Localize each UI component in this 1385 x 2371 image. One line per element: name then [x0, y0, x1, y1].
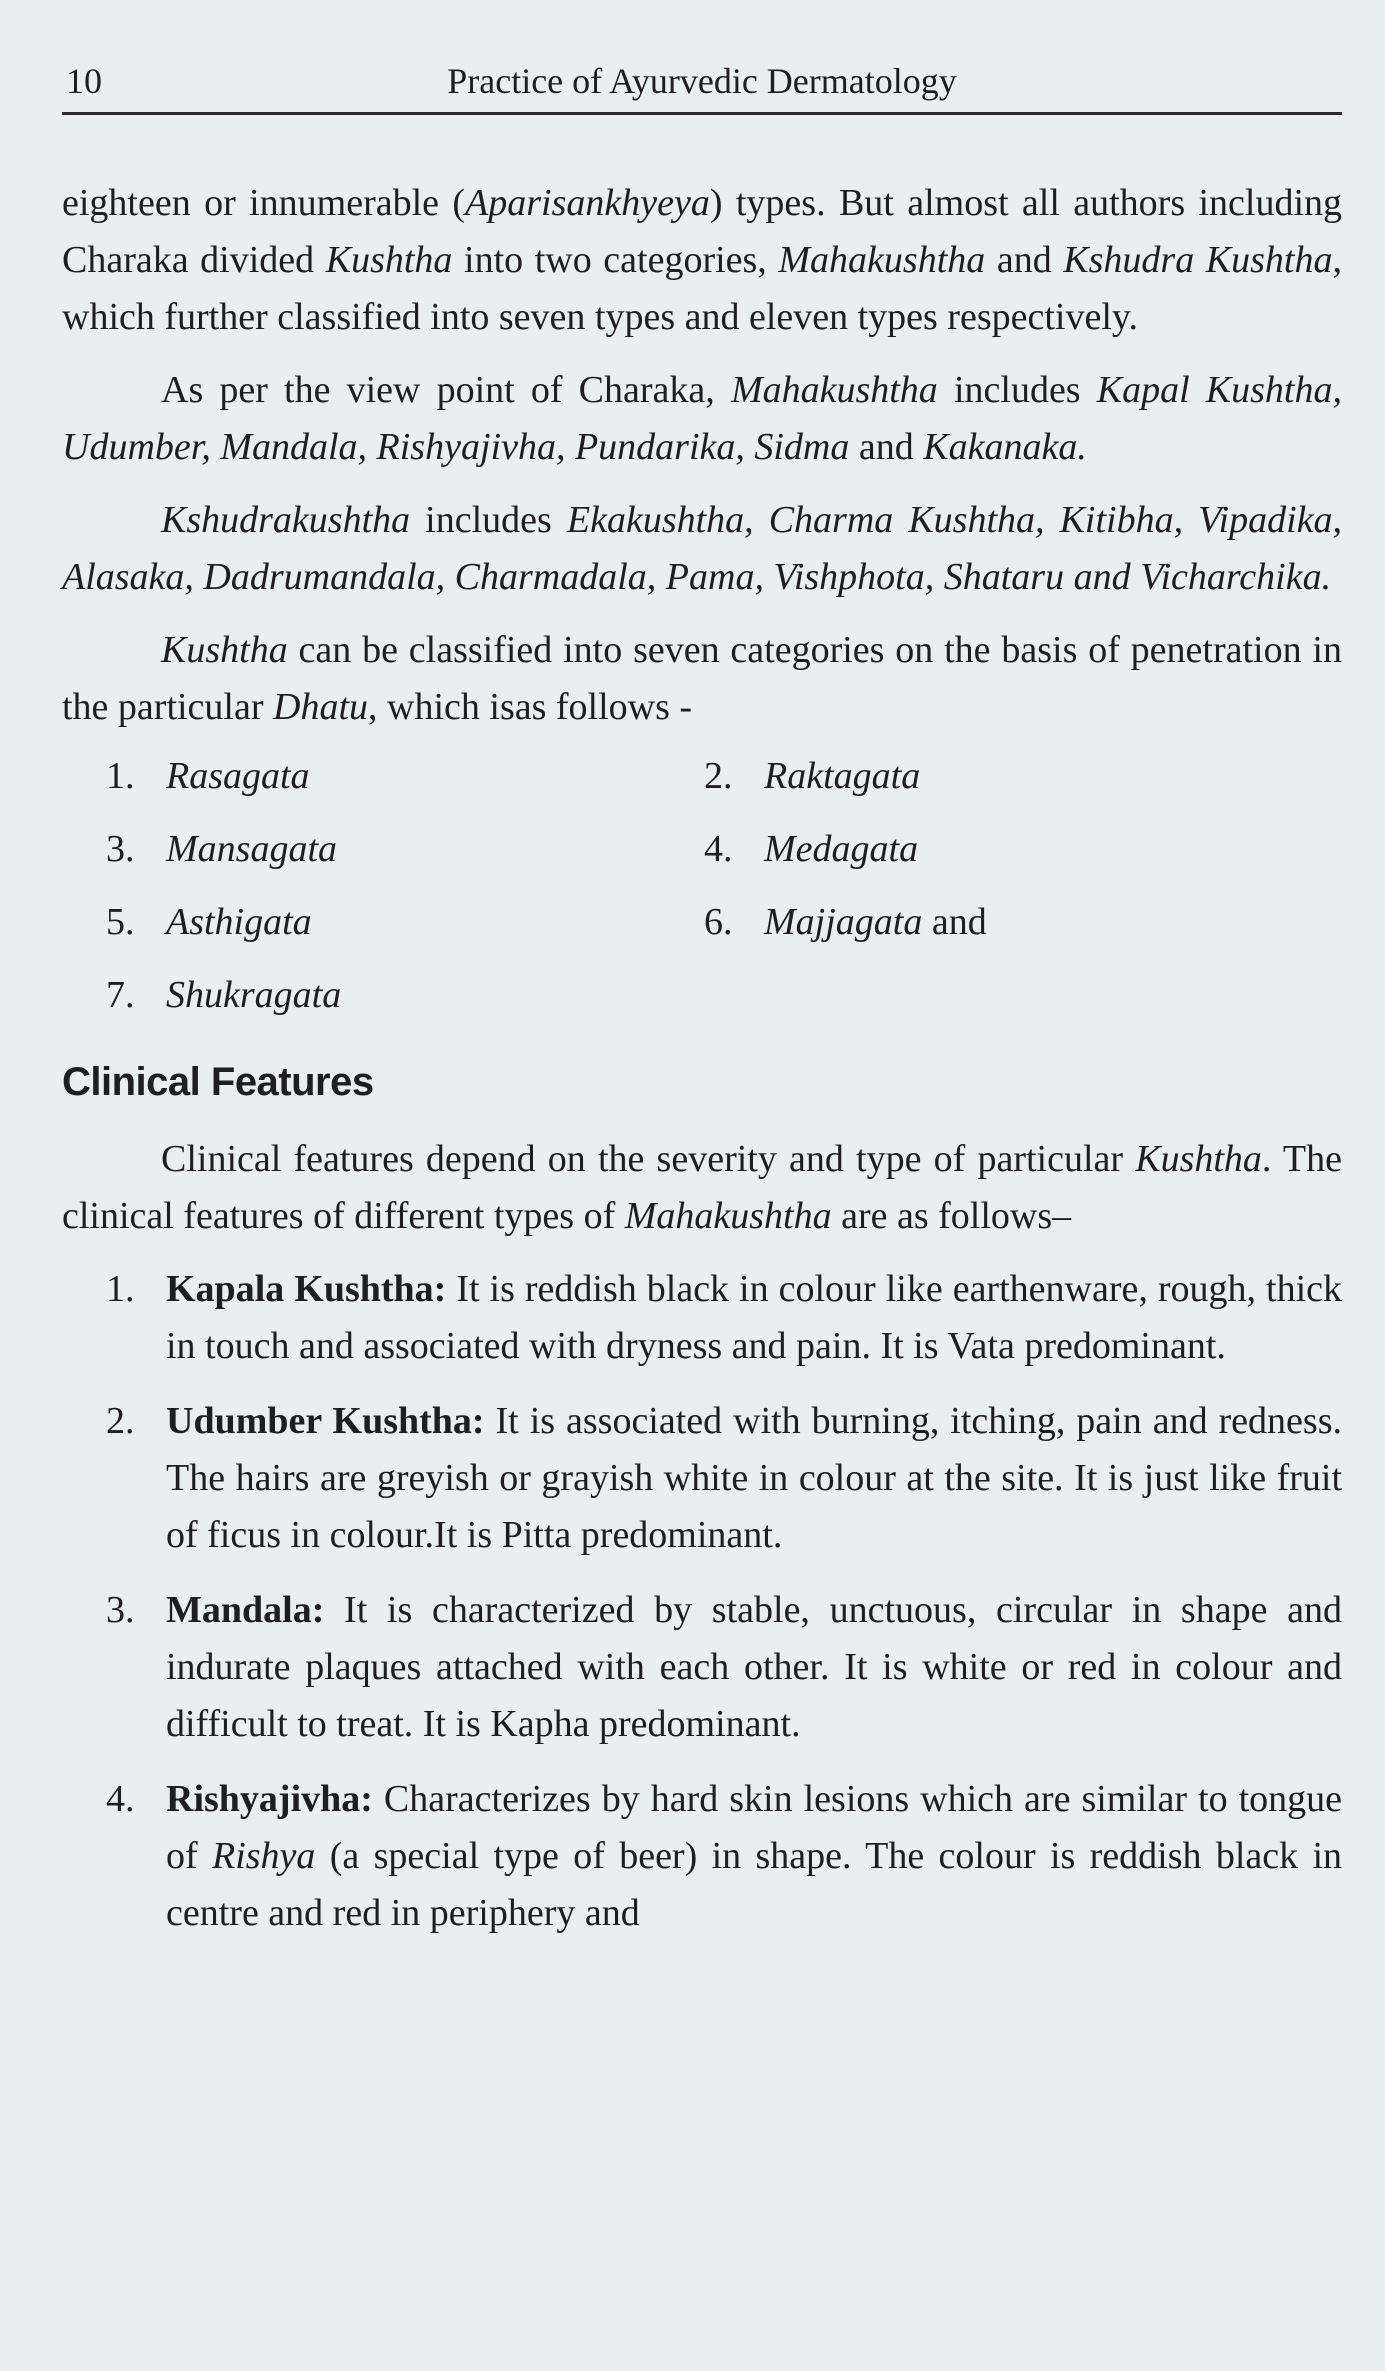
item-text: (a special type of beer) in shape. The colour is reddish black in centre and red in periphery and — [166, 1835, 1343, 1934]
item-number: 2. — [106, 1400, 135, 1442]
running-head — [62, 60, 1342, 115]
item-suffix: and — [922, 901, 987, 943]
list-item — [62, 1393, 1342, 1564]
list-item — [62, 748, 660, 805]
item-number: 3. — [106, 1589, 135, 1631]
list-row — [62, 740, 1342, 813]
body-text — [62, 175, 1342, 1942]
italic-term: Mahakushtha — [778, 239, 986, 281]
running-title: Practice of Ayurvedic Dermatology — [447, 61, 957, 101]
item-name: Majjagata — [764, 901, 923, 943]
dhatu-list — [62, 740, 1342, 1032]
text-run: eighteen or innumerable ( — [62, 182, 466, 224]
list-item — [660, 748, 1258, 805]
item-name: Raktagata — [764, 755, 921, 797]
item-name: Medagata — [764, 828, 919, 870]
item-number: 4. — [704, 828, 733, 870]
item-number: 1. — [106, 755, 135, 797]
item-term: Mandala: — [166, 1589, 325, 1631]
item-name: Rasagata — [166, 755, 310, 797]
item-text: It is associated with burning, itching, pain and redness. The hairs are greyish or grayish white in colour at the site. It is just like fruit of ficus in colour.It is Pitta predominant. — [166, 1400, 1342, 1556]
list-item — [62, 967, 660, 1024]
list-item — [62, 1582, 1342, 1753]
text-run: ) types. But almost all authors including Charaka divided — [62, 182, 1343, 281]
clinical-features-list — [62, 1261, 1342, 1942]
item-name: Asthigata — [166, 901, 312, 943]
text-run: into two categories, — [452, 239, 779, 281]
item-text: It is reddish black in colour like earthenware, rough, thick in touch and associated with dryness and pain. It is Vata predominant. — [166, 1268, 1342, 1367]
item-name: Shukragata — [166, 974, 342, 1016]
text-run: , which isas follows - — [368, 686, 693, 728]
italic-term: Rishya — [212, 1835, 316, 1877]
list-item — [660, 821, 1258, 878]
paragraph-2 — [62, 362, 1342, 476]
italic-term: Ekakushtha, Charma Kushtha, Kitibha, Vipadika, Alasaka, Dadrumandala, Charmadala, Pama, Vishphota, Shataru and Vicharchika. — [62, 499, 1343, 598]
italic-term: Kushtha — [161, 629, 288, 671]
item-text: Characterizes by hard skin lesions which are similar to tongue of — [166, 1778, 1342, 1877]
italic-term: Dhatu — [273, 686, 369, 728]
item-number: 5. — [106, 901, 135, 943]
page-number: 10 — [66, 61, 102, 101]
book-page — [62, 60, 1342, 1960]
text-run: and — [849, 426, 924, 468]
item-number: 3. — [106, 828, 135, 870]
italic-term: Kapal Kushtha, Udumber, Mandala, Rishyajivha, Pundarika, Sidma — [62, 369, 1342, 468]
text-run: . The clinical features of different types of — [62, 1138, 1342, 1237]
item-term: Rishyajivha: — [166, 1778, 373, 1820]
text-run: can be classified into seven categories on the basis of penetration in the particular — [62, 629, 1342, 728]
item-number: 1. — [106, 1268, 135, 1310]
item-number: 4. — [106, 1778, 135, 1820]
item-term: Udumber Kushtha: — [166, 1400, 485, 1442]
italic-term: Mahakushtha — [730, 369, 938, 411]
list-item — [62, 894, 660, 951]
paragraph-1 — [62, 175, 1342, 346]
item-number: 7. — [106, 974, 135, 1016]
text-run: are as follows– — [831, 1195, 1072, 1237]
italic-term: Mahakushtha — [624, 1195, 832, 1237]
text-run: includes — [410, 499, 567, 541]
item-number: 2. — [704, 755, 733, 797]
list-item — [660, 894, 1258, 951]
list-row — [62, 886, 1342, 959]
italic-term: Kushtha — [325, 239, 453, 281]
list-item — [62, 1261, 1342, 1375]
italic-term: Kshudra Kushtha — [1063, 239, 1333, 281]
italic-term: Kakanaka. — [923, 426, 1087, 468]
list-item — [62, 821, 660, 878]
text-run: and — [985, 239, 1064, 281]
text-run: Clinical features depend on the severity and type of particular — [161, 1138, 1136, 1180]
list-row — [62, 959, 1342, 1032]
text-run: As per the view point of Charaka, — [161, 369, 731, 411]
italic-term: Kushtha — [1135, 1138, 1262, 1180]
paragraph-3 — [62, 492, 1342, 606]
item-number: 6. — [704, 901, 733, 943]
paragraph-4 — [62, 622, 1342, 736]
item-text: It is characterized by stable, unctuous, circular in shape and indurate plaques attached with each other. It is white or red in colour and difficult to treat. It is Kapha predominant. — [166, 1589, 1342, 1745]
italic-term: Aparisankhyeya — [465, 182, 710, 224]
list-item — [62, 1771, 1342, 1942]
item-name: Mansagata — [166, 828, 337, 870]
clinical-intro — [62, 1131, 1342, 1245]
section-heading: Clinical Features — [62, 1060, 374, 1104]
italic-term: Kshudrakushtha — [161, 499, 411, 541]
text-run: , which further classified into seven types and eleven types respectively. — [62, 239, 1342, 338]
text-run: includes — [937, 369, 1097, 411]
list-row — [62, 813, 1342, 886]
item-term: Kapala Kushtha: — [166, 1268, 447, 1310]
